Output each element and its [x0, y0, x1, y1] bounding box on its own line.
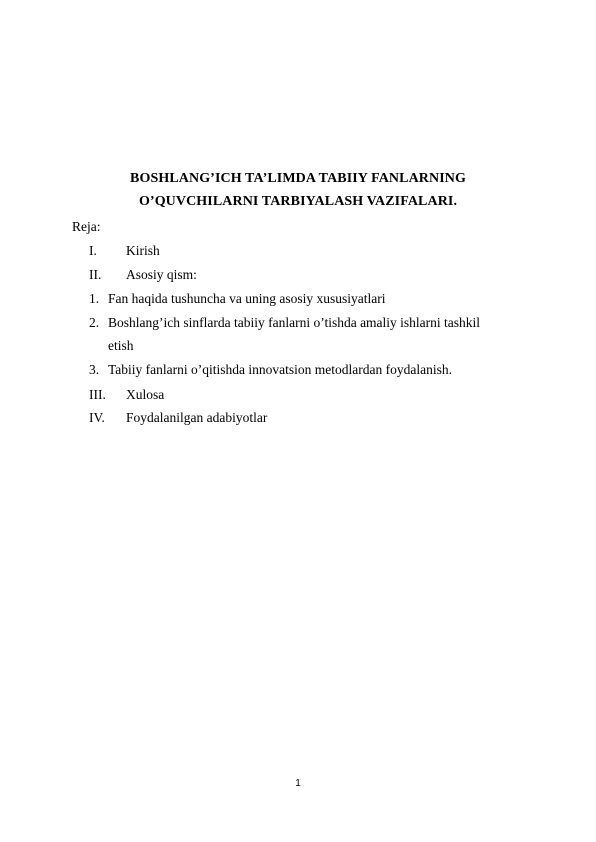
outline-roman-3-text: Xulosa — [126, 387, 165, 402]
outline-roman-3-number: III. — [89, 387, 106, 402]
page-number: 1 — [295, 778, 301, 789]
outline-roman-2-text: Asosiy qism: — [126, 267, 197, 282]
outline-item-2-text-line-2: etish — [108, 338, 134, 353]
outline-item-1-number: 1. — [89, 291, 100, 306]
document-title-line-2: O’QUVCHILARNI TARBIYALASH VAZIFALARI. — [138, 194, 458, 209]
outline-roman-4-text: Foydalanilgan adabiyotlar — [126, 410, 268, 425]
outline-item-2-number: 2. — [89, 315, 100, 330]
outline-item-3-text: Tabiiy fanlarni o’qitishda innovatsion metodlardan foydalanish. — [108, 362, 452, 377]
outline-roman-1-number: I. — [89, 243, 97, 258]
outline-item-2-text-line-1: Boshlang’ich sinflarda tabiiy fanlarni o’tishda amaliy ishlarni tashkil — [108, 315, 481, 330]
outline-roman-2-number: II. — [89, 267, 102, 282]
outline-item-1-text: Fan haqida tushuncha va uning asosiy xususiyatlari — [108, 291, 386, 306]
document-title-line-1: BOSHLANG’ICH TA’LIMDA TABIIY FANLARNING — [130, 171, 466, 186]
outline-roman-4-number: IV. — [89, 410, 105, 425]
outline-roman-1-text: Kirish — [126, 243, 160, 258]
plan-label: Reja: — [72, 219, 101, 234]
outline-item-3-number: 3. — [89, 362, 100, 377]
